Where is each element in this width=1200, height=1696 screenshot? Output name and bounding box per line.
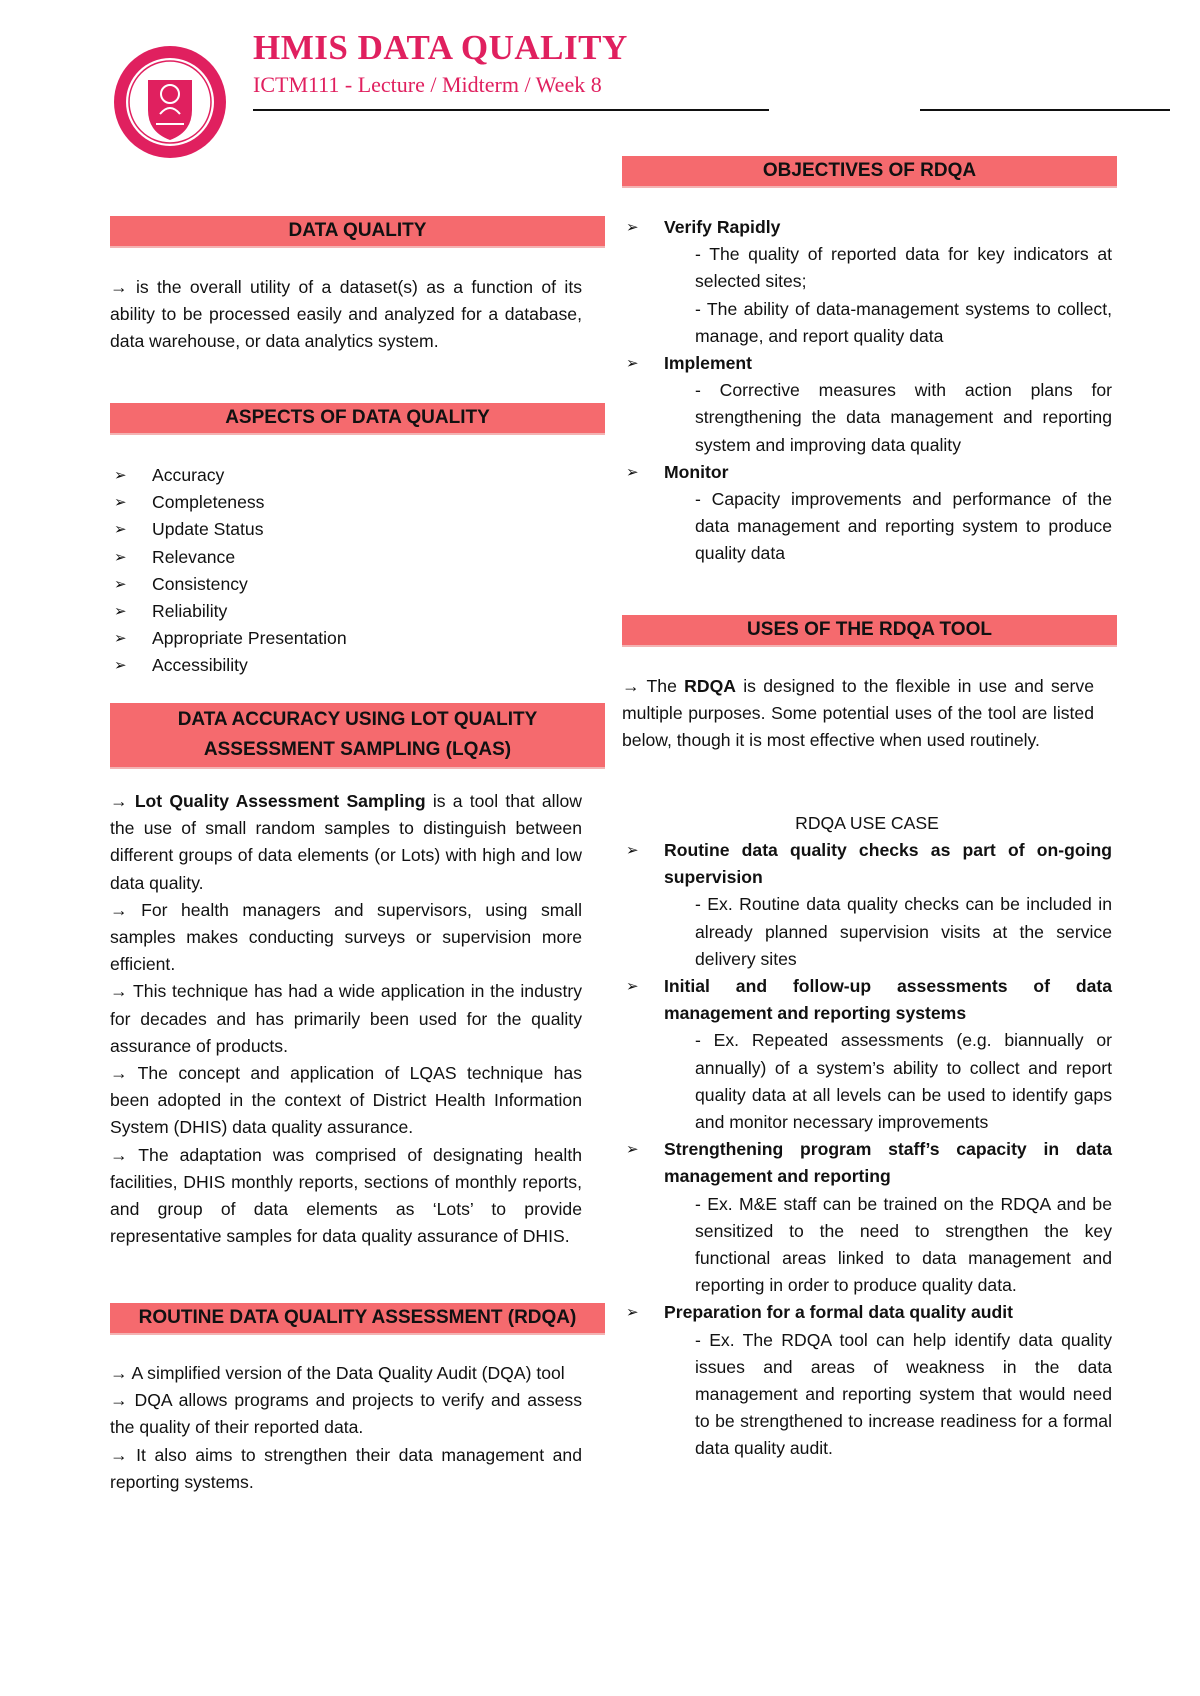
arrow-bullet-icon: ➢ [114, 657, 127, 675]
lqas-heading-line-1: DATA ACCURACY USING LOT QUALITY [177, 709, 538, 730]
list-item: ➢ Initial and follow-up assessments of data management and reporting systems - Ex. Repeated assessments (e.g. biannually or annually) of a system’s ability to collect and report quality data at all levels can be used to identify gaps and monitor necessary improvements [622, 973, 1112, 1136]
list-item: ➢ Verify Rapidly - The quality of reported data for key indicators at selected sites; - The ability of data-management systems to collect, manage, and report quality data [622, 214, 1112, 350]
list-item: ➢ Strengthening program staff’s capacity in data management and reporting - Ex. M&E staff can be trained on the RDQA and be sensitized to the need to strengthen the key functional areas linked to data management and reporting in order to produce quality data. [622, 1136, 1112, 1299]
rdqa-paragraph-2: → DQA allows programs and projects to verify and assess the quality of their reported data. [110, 1390, 582, 1438]
university-seal-logo [112, 44, 228, 160]
list-item: ➢ Appropriate Presentation [110, 625, 600, 652]
arrow-bullet-icon: ➢ [114, 467, 127, 484]
list-item: ➢ Relevance [110, 544, 600, 571]
list-item: ➢ Update Status [110, 516, 600, 543]
data-quality-heading: DATA QUALITY [110, 216, 605, 248]
list-item: ➢ Consistency [110, 571, 600, 598]
arrow-bullet-icon: ➢ [114, 575, 127, 593]
arrow-bullet-icon: ➢ [114, 630, 127, 648]
arrow-bullet-icon: ➢ [626, 355, 639, 373]
rdqa-paragraph-1: → A simplified version of the Data Quality Audit (DQA) tool [110, 1363, 565, 1383]
aspects-heading: ASPECTS OF DATA QUALITY [110, 403, 605, 435]
header-rule-left [253, 109, 769, 111]
arrow-bullet-icon: ➢ [626, 1141, 639, 1159]
lqas-heading-line-2: ASSESSMENT SAMPLING (LQAS) [203, 739, 512, 760]
aspects-list [110, 462, 600, 680]
uses-paragraph: → The RDQA is designed to the flexible in use and serve multiple purposes. Some potential uses of the tool are listed below, though it is most effective when used routinely. [622, 676, 1094, 751]
list-item: ➢ Accuracy [110, 462, 600, 489]
rdqa-heading: ROUTINE DATA QUALITY ASSESSMENT (RDQA) [110, 1303, 605, 1335]
objectives-list [622, 214, 1112, 568]
header-rule-right [920, 109, 1170, 111]
page-subtitle: ICTM111 - Lecture / Midterm / Week 8 [253, 72, 602, 97]
rdqa-paragraphs [110, 1360, 582, 1496]
objectives-heading: OBJECTIVES OF RDQA [622, 156, 1117, 188]
list-item: ➢ Implement - Corrective measures with action plans for strengthening the data management and reporting system and improving data quality [622, 350, 1112, 459]
lqas-heading [110, 703, 605, 769]
arrow-bullet-icon: ➢ [626, 463, 639, 481]
lqas-paragraph-2: → For health managers and supervisors, using small samples makes conducting surveys or supervision more efficient. [110, 899, 582, 975]
list-item: ➢ Monitor - Capacity improvements and performance of the data management and reporting system to produce quality data [622, 459, 1112, 568]
arrow-bullet-icon: ➢ [114, 548, 127, 566]
arrow-bullet-icon: ➢ [626, 842, 639, 859]
arrow-bullet-icon: ➢ [626, 978, 639, 996]
arrow-bullet-icon: ➢ [114, 521, 127, 539]
lqas-paragraph-5: → The adaptation was comprised of designating health facilities, DHIS monthly reports, sections of monthly reports, and group of data elements as ‘Lots’ to provide representative samples for data quality assurance of DHIS. [110, 1144, 582, 1247]
list-item: ➢ Routine data quality checks as part of on-going supervision - Ex. Routine data quality checks can be included in already planned supervision visits at the service delivery sites [622, 837, 1112, 973]
list-item: ➢ Preparation for a formal data quality audit - Ex. The RDQA tool can help identify data quality issues and areas of weakness in the data management and reporting system that would need to be strengthened to increase readiness for a formal data quality audit. [622, 1299, 1112, 1462]
lqas-paragraph-3: → This technique has had a wide application in the industry for decades and has primarily been used for the quality assurance of products. [110, 981, 582, 1056]
lqas-paragraphs [110, 788, 582, 1250]
arrow-bullet-icon: ➢ [114, 603, 127, 621]
uses-heading: USES OF THE RDQA TOOL [622, 615, 1117, 647]
lqas-paragraph-4: → The concept and application of LQAS technique has been adopted in the context of District Health Information System (DHIS) data quality assurance. [110, 1063, 582, 1138]
list-item: ➢ Completeness [110, 489, 600, 516]
list-item: ➢ Reliability [110, 598, 600, 625]
page-title: HMIS DATA QUALITY [253, 28, 628, 67]
use-cases-list [622, 837, 1112, 1463]
rdqa-paragraph-3: → It also aims to strengthen their data management and reporting systems. [110, 1444, 582, 1492]
arrow-bullet-icon: ➢ [626, 219, 639, 236]
data-quality-definition: → is the overall utility of a dataset(s) as a function of its ability to be processed easily and analyzed for a database, data warehouse, or data analytics system. [110, 277, 582, 352]
arrow-bullet-icon: ➢ [114, 494, 127, 512]
list-item: ➢ Accessibility [110, 652, 600, 679]
use-case-label: RDQA USE CASE [795, 813, 939, 833]
arrow-bullet-icon: ➢ [626, 1304, 639, 1322]
lqas-paragraph-1: → Lot Quality Assessment Sampling is a tool that allow the use of small random samples to distinguish between different groups of data elements (or Lots) with high and low data quality. [110, 791, 582, 893]
